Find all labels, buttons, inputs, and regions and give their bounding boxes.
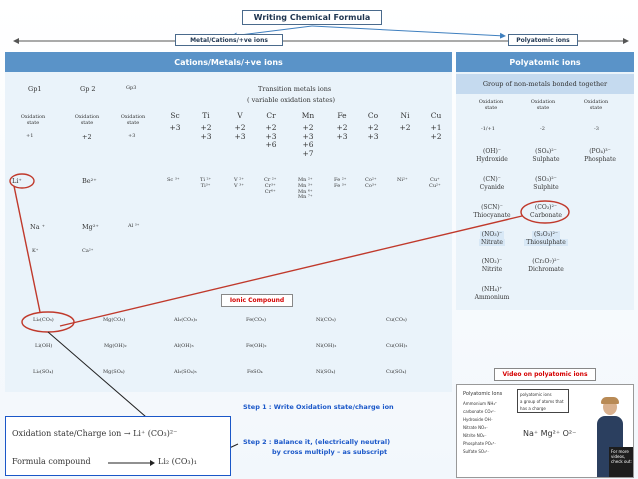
group-2-label: Gp 2: [80, 85, 96, 93]
ion-fe: Fe ²⁺ Fe ³⁺: [334, 177, 347, 189]
poly-charge-2: -2: [540, 126, 545, 132]
formula-compound-value: Li₂ (CO₃)₁: [158, 457, 197, 466]
ion-ti: Ti ²⁺ Ti³⁺: [200, 177, 212, 189]
tab-polyatomic-ions[interactable]: Polyatomic ions: [508, 34, 578, 46]
metal-ti: Ti: [202, 111, 210, 120]
gp2-ox-label: Oxidation state: [74, 114, 100, 126]
gp1-ox-value: +1: [26, 133, 34, 139]
gp3-ox-value: +3: [128, 133, 136, 139]
metal-v: V: [237, 111, 243, 120]
metal-mn-ox: +2 +3 +6 +7: [302, 123, 314, 158]
metal-cu: Cu: [430, 111, 442, 120]
metal-cr: Cr: [266, 111, 276, 120]
compound-nioh2: Ni(OH)₂: [316, 343, 337, 349]
poly-charge-1: -1/+1: [481, 126, 495, 132]
ionic-compound-label: Ionic Compound: [221, 294, 293, 307]
metal-cu-ox: +1 +2: [430, 123, 442, 141]
metal-mn: Mn: [301, 111, 315, 120]
metal-fe: Fe: [337, 111, 347, 120]
ion-v: V ²⁺ V ³⁺: [234, 177, 244, 189]
compound-feco3: Fe(CO₃): [246, 317, 266, 323]
poly-nitrite: (NO₂)⁻ Nitrite: [481, 258, 503, 273]
compound-mgoh2: Mg(OH)₂: [104, 343, 127, 349]
poly-carbonate: (CO₃)²⁻ Carbonate: [530, 204, 562, 219]
video-ion-list-2: carbonate CO₃²⁻: [463, 409, 496, 414]
ion-al: Al ³⁺: [128, 223, 140, 229]
ion-na: Na ⁺: [30, 223, 46, 231]
metal-sc: Sc: [170, 111, 180, 120]
poly-sulphate: (SO₄)²⁻ Sulphate: [532, 148, 560, 163]
metal-ni-ox: +2: [399, 123, 411, 132]
compound-niso4: Ni(SO₄): [316, 369, 336, 375]
ion-be: Be²⁺: [82, 177, 97, 185]
poly-ammonium: (NH₄)⁺ Ammonium: [474, 286, 510, 301]
compound-feoh2: Fe(OH)₂: [246, 343, 267, 349]
formula-arrow: [106, 457, 156, 469]
video-ion-list-5: Nitrite NO₂⁻: [463, 433, 487, 438]
gp3-ox-label: Oxidation state: [120, 114, 146, 126]
compound-al2so43: Al₂(SO₄)₃: [174, 369, 197, 375]
video-board-title: Polyatomic Ions: [463, 391, 503, 397]
ion-mg: Mg²⁺: [82, 223, 99, 231]
ion-ni: Ni²⁺: [397, 177, 408, 183]
tab-metal-cations[interactable]: Metal/Cations/+ve ions: [175, 34, 283, 46]
ion-li: Li⁺: [12, 177, 22, 185]
compound-cuco3: Cu(CO₃): [386, 317, 407, 323]
transition-title: Transition metals ions: [258, 85, 332, 93]
poly-ox-col2: Oxidation state: [530, 99, 556, 111]
polyatomic-panel-header: Polyatomic ions: [456, 52, 634, 72]
compound-al2co33: Al₂(CO₃)₃: [174, 317, 198, 323]
formula-charge-line: Oxidation state/Charge ion → Li⁺ (CO₃)²⁻: [12, 429, 178, 438]
ion-cu: Cu⁺ Cu²⁺: [429, 177, 441, 189]
ion-mn: Mn ²⁺ Mn ³⁺ Mn ⁶⁺ Mn ⁷⁺: [298, 177, 313, 201]
metal-ti-ox: +2 +3: [200, 123, 212, 141]
formula-compound-label: Formula compound: [12, 457, 91, 466]
poly-thiocyanate: (SCN)⁻ Thiocyanate: [473, 204, 511, 219]
metal-cr-ox: +2 +3 +6: [265, 123, 277, 150]
compound-mgco3: Mg(CO₃): [103, 317, 126, 323]
compound-feso4: FeSO₄: [247, 369, 263, 375]
poly-hydroxide: (OH)⁻ Hydroxide: [476, 148, 508, 163]
formula-example-box: [5, 416, 231, 476]
group-1-label: Gp1: [28, 85, 42, 93]
poly-sulphite: (SO₃)²⁻ Sulphite: [533, 176, 559, 191]
ion-cr: Cr ²⁺ Cr³⁺ Cr⁶⁺: [264, 177, 277, 195]
ion-co: Co²⁺ Co³⁺: [365, 177, 377, 189]
video-ion-list-1: Ammonium NH₄⁺: [463, 401, 498, 406]
gp2-ox-value: +2: [82, 133, 92, 141]
poly-ox-col3: Oxidation state: [583, 99, 609, 111]
polyatomic-subheader: Group of non-metals bonded together: [456, 74, 634, 94]
page-title: Writing Chemical Formula: [242, 10, 382, 25]
video-promo: For more videos, check out:: [609, 447, 634, 478]
poly-dichromate: (Cr₂O₇)²⁻ Dichromate: [528, 258, 564, 273]
video-label[interactable]: Video on polyatomic ions: [494, 368, 596, 381]
compound-cuso4: Cu(SO₄): [386, 369, 407, 375]
ion-k: K⁺: [32, 248, 39, 254]
video-ion-list-7: Sulfate SO₄²⁻: [463, 449, 490, 454]
ion-sc: Sc ³⁺: [167, 177, 180, 183]
metal-fe-ox: +2 +3: [336, 123, 348, 141]
gp1-ox-label: Oxidation state: [20, 114, 46, 126]
compound-cuoh2: Cu(OH)₂: [386, 343, 408, 349]
video-ion-list-3: Hydroxide OH⁻: [463, 417, 493, 422]
poly-nitrate: (NO₃)⁻ Nitrate: [481, 231, 503, 246]
compound-lioh: Li(OH): [35, 343, 53, 349]
metal-co: Co: [367, 111, 379, 120]
compound-mgso4: Mg(SO₄): [103, 369, 125, 375]
compound-li2co3: Li₂(CO₃): [33, 317, 54, 323]
cations-panel-header: Cations/Metals/+ve ions: [5, 52, 452, 72]
poly-thiosulphate: (S₂O₃)²⁻ Thiosulphate: [526, 231, 566, 246]
poly-cyanide: (CN)⁻ Cyanide: [479, 176, 505, 191]
poly-charge-3: -3: [594, 126, 599, 132]
compound-li2so4: Li₂(SO₄): [33, 369, 54, 375]
ion-ca: Ca²⁺: [82, 248, 94, 254]
step-2-line-1: Step 2 : Balance it, (electrically neutral): [243, 438, 391, 446]
video-ions-text: Na⁺ Mg²⁺ O²⁻: [523, 429, 577, 438]
group-3-label: Gp3: [126, 85, 137, 91]
step-1: Step 1 : Write Oxidation state/charge ion: [243, 403, 394, 411]
video-note-box: polyatomic ions a group of atoms that has a charge: [517, 389, 569, 413]
transition-subtitle: ( variable oxidation states): [247, 96, 336, 104]
poly-phosphate: (PO₄)³⁻ Phosphate: [584, 148, 616, 163]
compound-nico3: Ni(CO₃): [316, 317, 336, 323]
video-ion-list-6: Phosphate PO₄³⁻: [463, 441, 497, 446]
compound-aloh3: Al(OH)₃: [174, 343, 194, 349]
video-ion-list-4: Nitrate NO₃⁻: [463, 425, 488, 430]
step-2-line-2: by cross multiply – as subscript: [272, 448, 388, 456]
metal-co-ox: +2 +3: [367, 123, 379, 141]
poly-ox-col1: Oxidation state: [478, 99, 504, 111]
metal-sc-ox: +3: [169, 123, 181, 132]
metal-ni: Ni: [400, 111, 410, 120]
metal-v-ox: +2 +3: [234, 123, 246, 141]
